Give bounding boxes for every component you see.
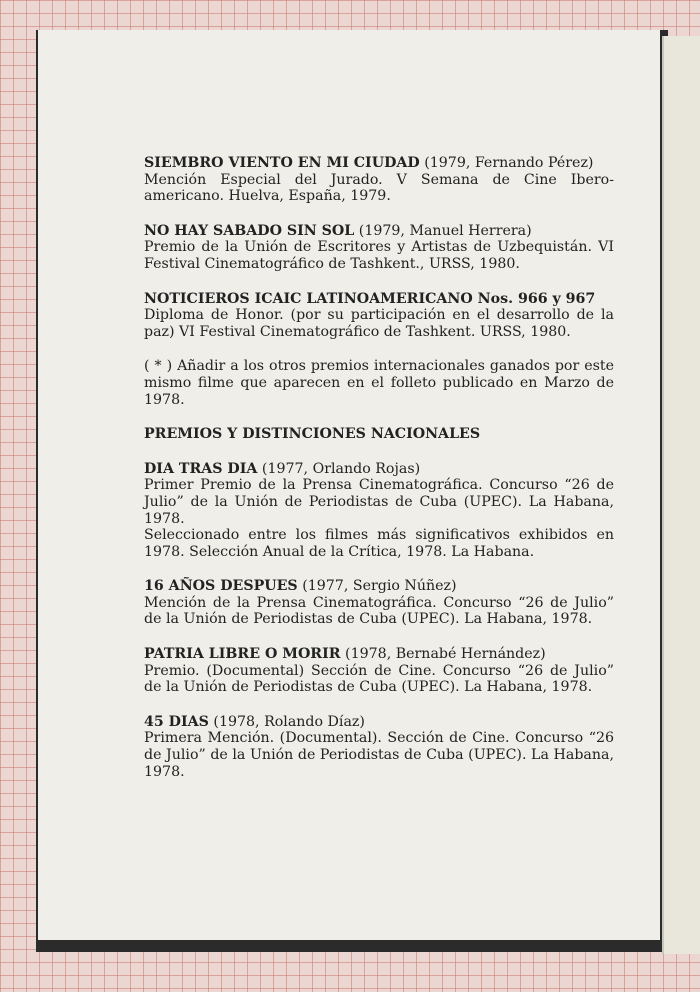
award-heading: [144, 223, 614, 240]
film-year-director: (1977, Sergio Núñez): [302, 578, 457, 595]
award-description: Diploma de Honor. (por su participación en el desarrollo de la paz) VI Festival Cinematográfico de Tashkent. URSS, 1980.: [144, 307, 614, 340]
award-heading: [144, 155, 614, 172]
award-description: Mención Especial del Jurado. V Semana de Cine Ibero-americano. Huelva, España, 1979.: [144, 171, 614, 205]
award-description: Premio de la Unión de Escritores y Artistas de Uzbequistán. VI Festival Cinematográfico de Tashkent., URSS, 1980.: [144, 239, 614, 272]
award-entry: [144, 578, 614, 628]
award-entry: [144, 291, 614, 341]
film-title: PATRIA LIBRE O MORIR: [144, 646, 341, 663]
award-description: Seleccionado entre los filmes más significativos exhibidos en 1978. Selección Anual de la Crítica, 1978. La Habana.: [144, 527, 614, 560]
film-title: 45 DIAS: [144, 713, 209, 730]
award-entry: [144, 714, 614, 780]
film-year-director: (1978, Bernabé Hernández): [345, 646, 546, 663]
document-page: [38, 30, 660, 940]
page-content: [144, 155, 614, 798]
film-title: DIA TRAS DIA: [144, 460, 258, 477]
award-heading: [144, 578, 614, 595]
footnote: ( * ) Añadir a los otros premios internacionales ganados por este mismo filme que aparecen en el folleto publicado en Marzo de 1978.: [144, 358, 614, 408]
award-heading: [144, 291, 614, 308]
international-awards-list: [144, 155, 614, 340]
award-entry: [144, 155, 614, 205]
national-awards-list: [144, 461, 614, 781]
award-heading: [144, 646, 614, 663]
facing-page-edge: [662, 36, 700, 954]
award-description: Primer Premio de la Prensa Cinematográfica. Concurso “26 de Julio” de la Unión de Periodistas de Cuba (UPEC). La Habana, 1978.: [144, 477, 614, 527]
award-heading: [144, 461, 614, 478]
film-year-director: (1979, Manuel Herrera): [358, 222, 532, 239]
film-year-director: (1977, Orlando Rojas): [261, 460, 421, 477]
award-description: Primera Mención. (Documental). Sección de Cine. Concurso “26 de Julio” de la Unión de Periodistas de Cuba (UPEC). La Habana, 1978.: [144, 730, 614, 780]
film-title: SIEMBRO VIENTO EN MI CIUDAD: [144, 155, 420, 171]
film-year-director: (1978, Rolando Díaz): [213, 713, 365, 730]
award-heading: [144, 714, 614, 731]
film-title: NO HAY SABADO SIN SOL: [144, 222, 355, 239]
award-entry: [144, 646, 614, 696]
award-description: Mención de la Prensa Cinematográfica. Concurso “26 de Julio” de la Unión de Periodistas de Cuba (UPEC). La Habana, 1978.: [144, 594, 614, 628]
award-description: Premio. (Documental) Sección de Cine. Concurso “26 de Julio” de la Unión de Periodistas de Cuba (UPEC). La Habana, 1978.: [144, 662, 614, 696]
film-year-director: (1979, Fernando Pérez): [424, 155, 594, 171]
award-entry: [144, 223, 614, 273]
film-title: 16 AÑOS DESPUES: [144, 578, 298, 595]
film-title: NOTICIEROS ICAIC LATINOAMERICANO Nos. 966 y 967: [144, 290, 596, 307]
award-entry: [144, 461, 614, 561]
section-heading: PREMIOS Y DISTINCIONES NACIONALES: [144, 426, 481, 443]
